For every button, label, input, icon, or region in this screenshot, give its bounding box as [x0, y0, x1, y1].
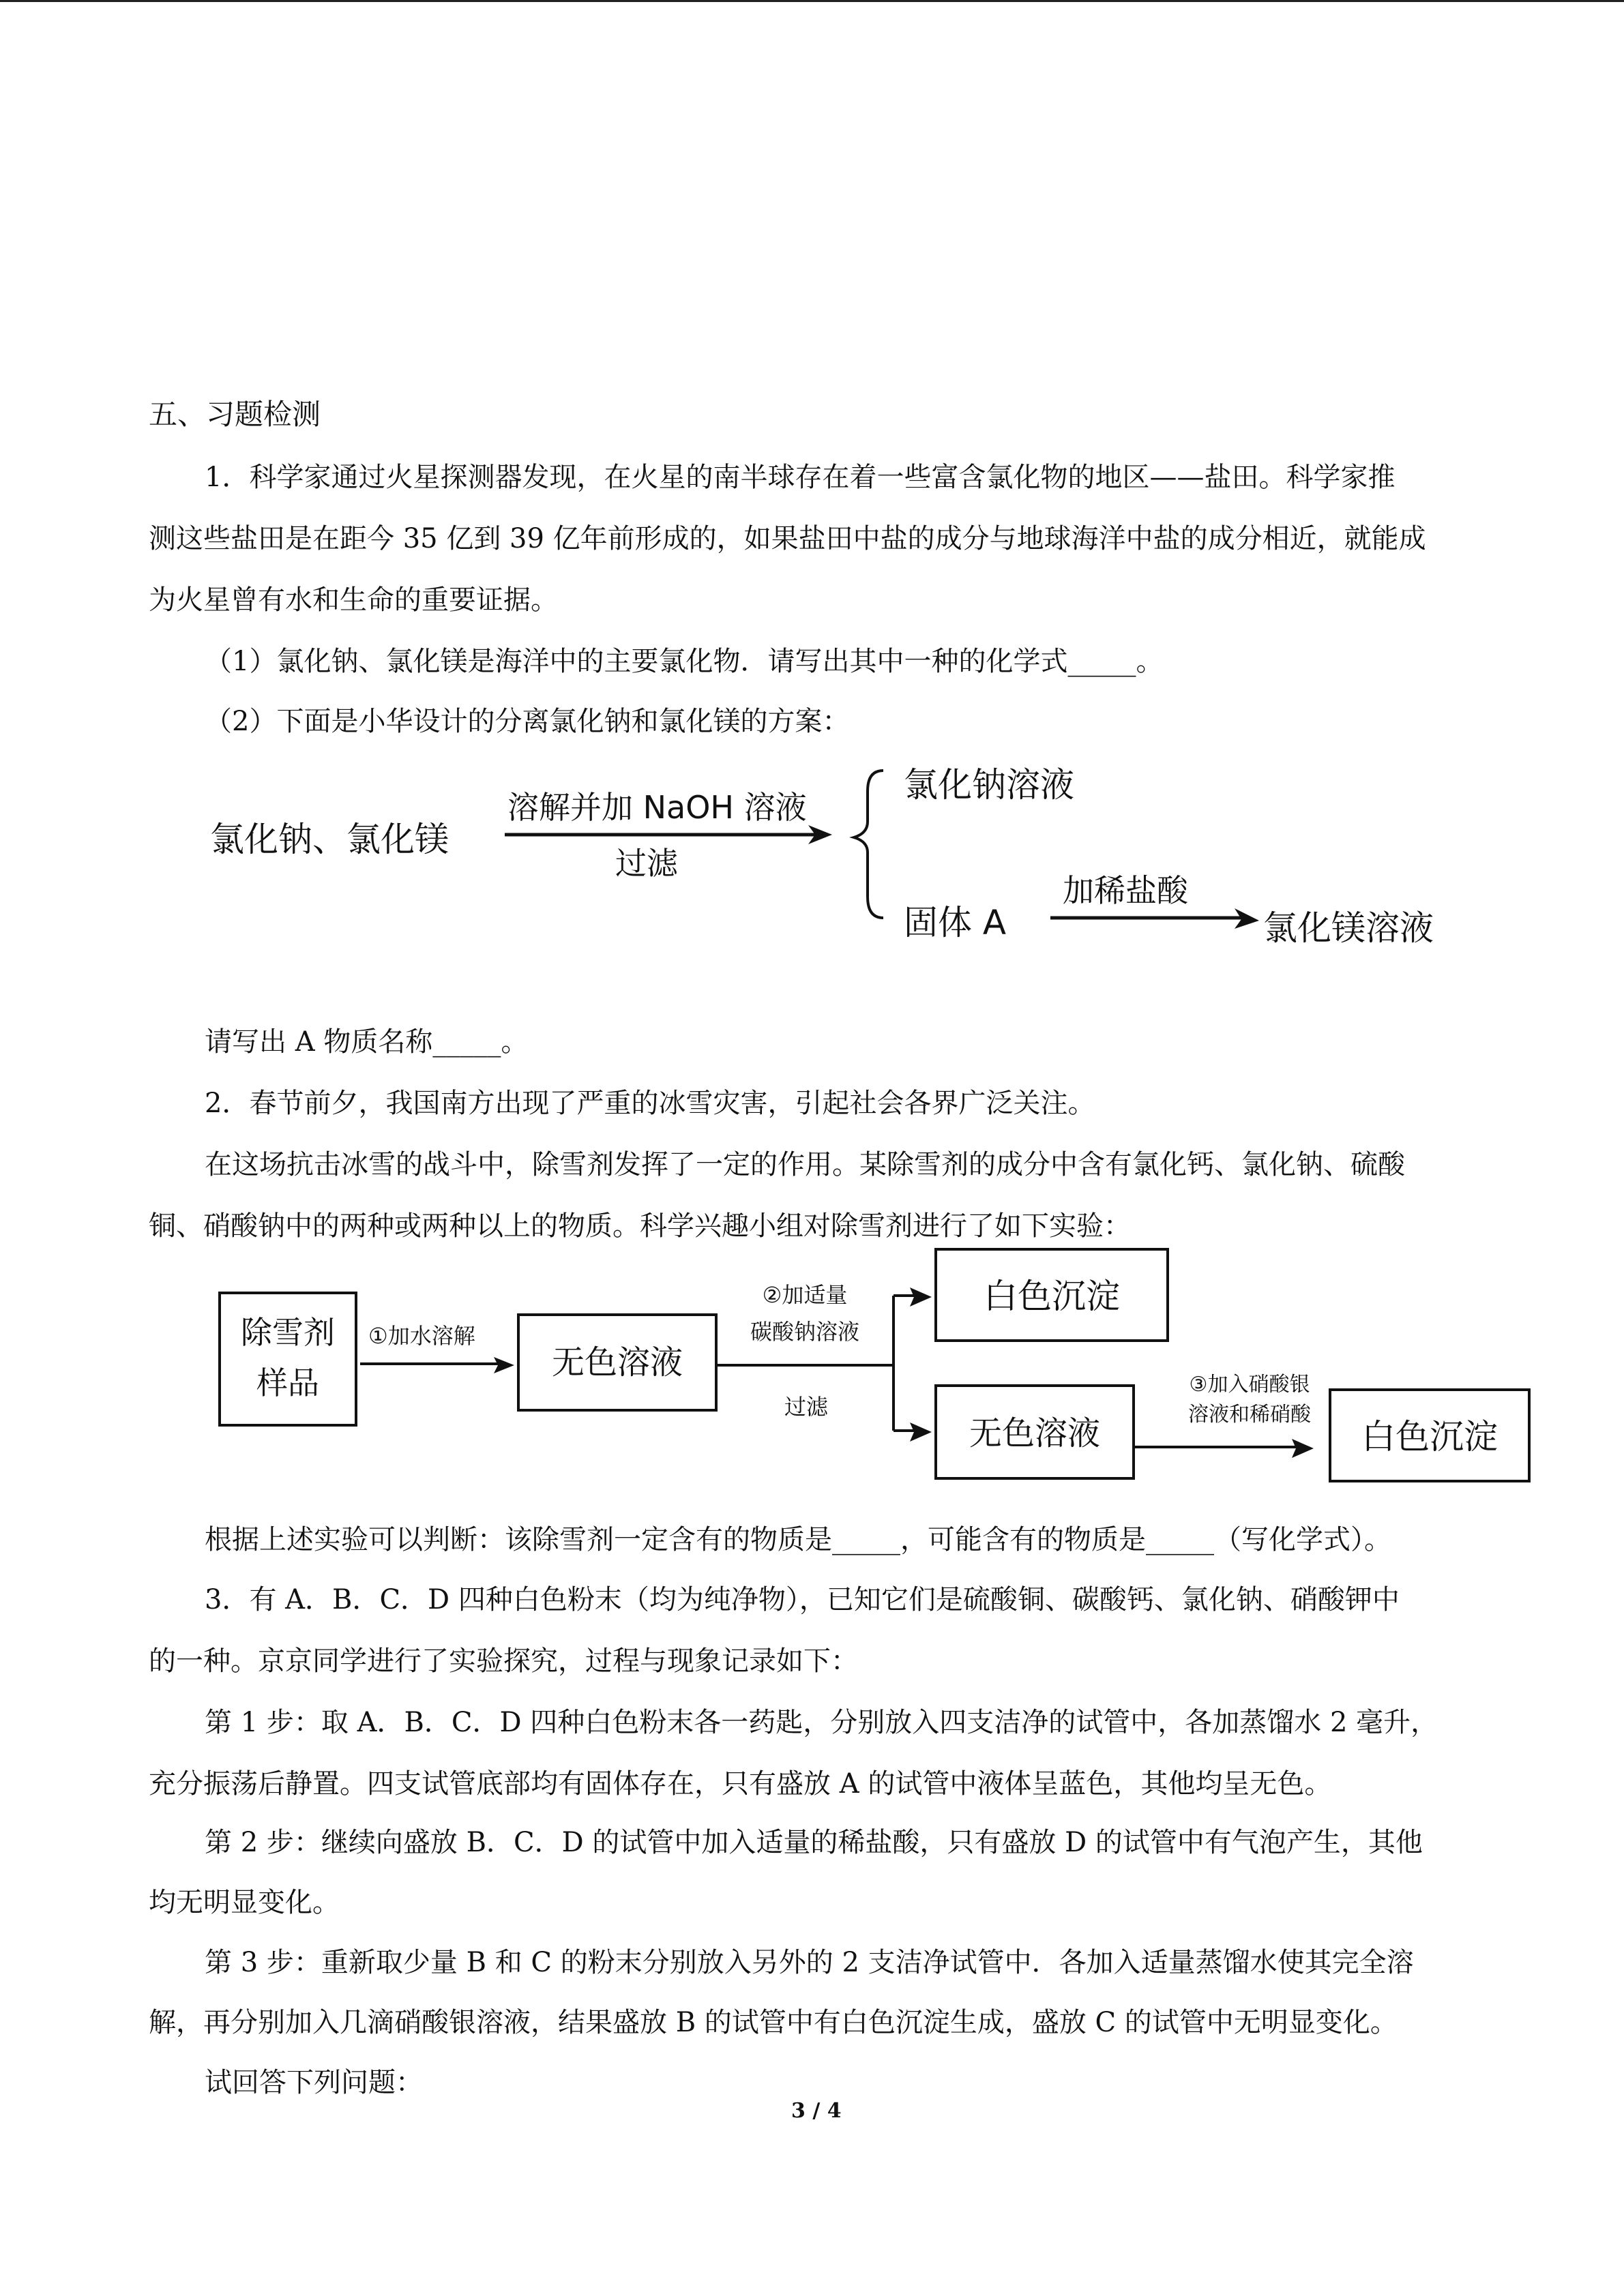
branch-brace [854, 771, 883, 918]
sodium-chloride-solution-label: 氯化钠溶液 [904, 765, 1074, 805]
q2-line-3: 铜、硝酸钠中的两种或两种以上的物质。科学兴趣小组对除雪剂进行了如下实验： [149, 1210, 1131, 1242]
step3-label-line-1: ③加入硝酸银 [1189, 1373, 1310, 1397]
page-number: 3 / 4 [791, 2099, 842, 2123]
q3-step3-line-2: 解，再分别加入几滴硝酸银溶液，结果盛放 B 的试管中有白色沉淀生成，盛放 C 的试管中无明显变化。 [149, 2007, 1398, 2038]
q1-line-2: 测这些盐田是在距今 35 亿到 39 亿年前形成的，如果盐田中盐的成分与地球海洋中盐的成分相近，就能成 [149, 523, 1426, 554]
step1-label: ①加水溶解 [368, 1323, 475, 1349]
q3-line-2: 的一种。京京同学进行了实验探究，过程与现象记录如下： [149, 1645, 858, 1677]
q1-answer-line: 请写出 A 物质名称_____。 [205, 1026, 529, 1058]
q3-step2-line-1: 第 2 步：继续向盛放 B．C．D 的试管中加入适量的稀盐酸，只有盛放 D 的试管中有气泡产生，其他 [205, 1827, 1423, 1858]
q3-step1-line-1: 第 1 步：取 A．B．C．D 四种白色粉末各一药匙，分别放入四支洁净的试管中，各加蒸馏水 2 毫升， [205, 1707, 1438, 1738]
q3-line-1: 3．有 A．B．C．D 四种白色粉末（均为纯净物），已知它们是硫酸铜、碳酸钙、氯化钠、硝酸钾中 [205, 1584, 1400, 1615]
q2-line-1: 2．春节前夕，我国南方出现了严重的冰雪灾害，引起社会各界广泛关注。 [205, 1088, 1095, 1119]
sample-label-line-2: 样品 [256, 1365, 319, 1401]
q3-step3-line-1: 第 3 步：重新取少量 B 和 C 的粉末分别放入另外的 2 支洁净试管中．各加入适量蒸馏水使其完全溶 [205, 1947, 1414, 1978]
q1-subquestion-1: （1）氯化钠、氯化镁是海洋中的主要氯化物．请写出其中一种的化学式_____。 [205, 646, 1164, 677]
colorless-solution-label-1: 无色溶液 [551, 1343, 683, 1382]
step2-label-line-1: ②加适量 [762, 1282, 848, 1308]
magnesium-chloride-solution-label: 氯化镁溶液 [1263, 908, 1434, 948]
step2-label-line-2: 碳酸钠溶液 [750, 1319, 860, 1345]
q3-step1-line-2: 充分振荡后静置。四支试管底部均有固体存在，只有盛放 A 的试管中液体呈蓝色，其他均呈无色。 [149, 1768, 1332, 1800]
white-precipitate-label-1: 白色沉淀 [984, 1277, 1120, 1316]
colorless-solution-label-2: 无色溶液 [969, 1414, 1101, 1452]
add-hcl-step-label: 加稀盐酸 [1063, 872, 1188, 909]
sample-box [220, 1293, 356, 1425]
q3-step2-line-2: 均无明显变化。 [149, 1887, 340, 1918]
q3-closing-line: 试回答下列问题： [205, 2067, 423, 2098]
sample-label-line-1: 除雪剂 [241, 1314, 335, 1351]
section-heading: 五、习题检测 [149, 398, 321, 431]
step3-label-line-2: 溶液和稀硝酸 [1188, 1403, 1311, 1427]
snow-remover-flow-diagram [205, 1242, 1541, 1502]
q2-answer-line: 根据上述实验可以判断：该除雪剂一定含有的物质是_____，可能含有的物质是_____（写化学式）。 [205, 1524, 1391, 1555]
start-materials-label: 氯化钠、氯化镁 [210, 820, 449, 859]
step2-label-line-3: 过滤 [784, 1394, 829, 1420]
dissolve-step-label: 溶解并加 NaOH 溶液 [507, 789, 807, 826]
solid-a-label: 固体 A [904, 903, 1007, 942]
white-precipitate-label-2: 白色沉淀 [1361, 1417, 1498, 1457]
q1-line-1: 1．科学家通过火星探测器发现，在火星的南半球存在着一些富含氯化物的地区——盐田。科学家推 [205, 462, 1396, 493]
q2-line-2: 在这场抗击冰雪的战斗中，除雪剂发挥了一定的作用。某除雪剂的成分中含有氯化钙、氯化钠、硫酸 [205, 1149, 1405, 1180]
q1-line-3: 为火星曾有水和生命的重要证据。 [149, 584, 558, 616]
q1-subquestion-2: （2）下面是小华设计的分离氯化钠和氯化镁的方案： [205, 706, 850, 737]
separation-flow-diagram [198, 750, 1480, 982]
filter-step-label: 过滤 [615, 845, 678, 882]
